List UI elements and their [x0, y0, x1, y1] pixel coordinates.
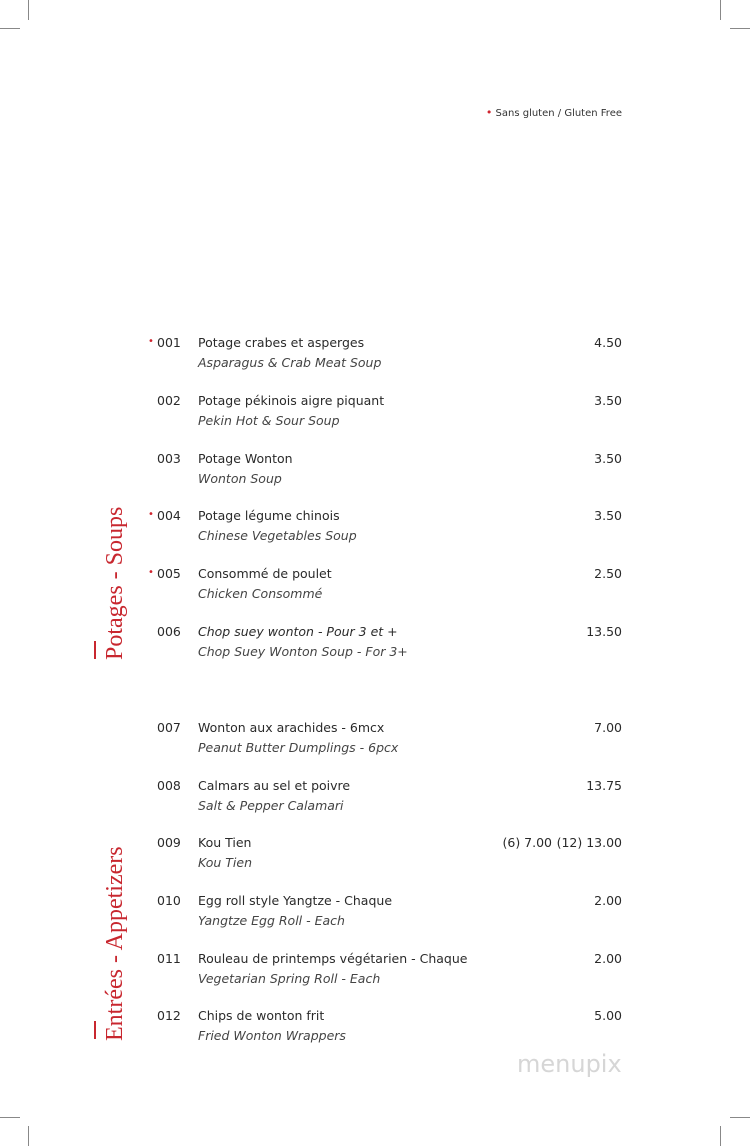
- menu-item: [0, 951, 750, 991]
- item-name-en: Peanut Butter Dumplings - 6pcx: [198, 740, 399, 755]
- item-code: 001: [157, 335, 181, 350]
- item-price: 7.00: [594, 720, 622, 735]
- item-code: 002: [157, 393, 181, 408]
- gluten-free-dot-icon: •: [148, 567, 154, 578]
- crop-mark: [0, 1117, 20, 1118]
- item-name-fr: Wonton aux arachides - 6mcx: [198, 720, 385, 735]
- item-code: 006: [157, 624, 181, 639]
- item-code: 010: [157, 893, 181, 908]
- item-code: 003: [157, 451, 181, 466]
- crop-mark: [28, 0, 29, 20]
- menu-item: [0, 720, 750, 760]
- crop-mark: [28, 1126, 29, 1146]
- item-name-en: Kou Tien: [198, 855, 253, 870]
- item-code: 012: [157, 1008, 181, 1023]
- gluten-free-dot-icon: •: [485, 106, 493, 119]
- item-price: 13.50: [586, 624, 622, 639]
- crop-mark: [0, 28, 20, 29]
- menu-item: [0, 393, 750, 433]
- item-name-en: Pekin Hot & Sour Soup: [198, 413, 340, 428]
- item-name-en: Asparagus & Crab Meat Soup: [198, 355, 382, 370]
- item-price: 5.00: [594, 1008, 622, 1023]
- item-price: 3.50: [594, 393, 622, 408]
- menu-item: [0, 893, 750, 933]
- item-name-fr: Egg roll style Yangtze - Chaque: [198, 893, 393, 908]
- item-code: 009: [157, 835, 181, 850]
- item-price-large: (12) 13.00: [556, 835, 622, 850]
- menu-item: [0, 1008, 750, 1048]
- item-price: 2.50: [594, 566, 622, 581]
- item-name-fr: Potage légume chinois: [198, 508, 340, 523]
- item-name-fr: Potage crabes et asperges: [198, 335, 365, 350]
- menu-item: [0, 624, 750, 664]
- item-price: 2.00: [594, 951, 622, 966]
- item-name-en: Yangtze Egg Roll - Each: [198, 913, 345, 928]
- menu-item: [0, 451, 750, 491]
- item-price: 3.50: [594, 451, 622, 466]
- item-name-fr: Calmars au sel et poivre: [198, 778, 351, 793]
- item-name-en: Chop Suey Wonton Soup - For 3+: [198, 644, 408, 659]
- item-price-small: (6) 7.00: [502, 835, 552, 850]
- item-name-fr: Consommé de poulet: [198, 566, 332, 581]
- gluten-free-legend: [486, 106, 622, 119]
- section-title-appetizers: Entrées - Appetizers: [102, 846, 128, 1041]
- legend-text: Sans gluten / Gluten Free: [495, 108, 622, 119]
- item-name-fr: Potage Wonton: [198, 451, 293, 466]
- crop-mark: [730, 1117, 750, 1118]
- crop-mark: [720, 0, 721, 20]
- item-name-fr: Chips de wonton frit: [198, 1008, 325, 1023]
- item-name-en: Fried Wonton Wrappers: [198, 1028, 346, 1043]
- item-name-en: Vegetarian Spring Roll - Each: [198, 971, 381, 986]
- section-title-soups: Potages - Soups: [102, 506, 128, 660]
- crop-mark: [720, 1126, 721, 1146]
- item-price: 4.50: [594, 335, 622, 350]
- item-name-fr: Chop suey wonton - Pour 3 et +: [198, 624, 398, 639]
- menu-item: [0, 778, 750, 818]
- item-price: 2.00: [594, 893, 622, 908]
- menu-item: [0, 835, 750, 875]
- menu-item: [0, 566, 750, 606]
- item-price: 3.50: [594, 508, 622, 523]
- item-name-fr: Kou Tien: [198, 835, 252, 850]
- item-code: 011: [157, 951, 181, 966]
- item-code: 004: [157, 508, 181, 523]
- menu-item: [0, 335, 750, 375]
- item-name-fr: Potage pékinois aigre piquant: [198, 393, 385, 408]
- item-name-en: Salt & Pepper Calamari: [198, 798, 344, 813]
- item-name-fr: Rouleau de printemps végétarien - Chaque: [198, 951, 468, 966]
- gluten-free-dot-icon: •: [148, 336, 154, 347]
- item-code: 008: [157, 778, 181, 793]
- item-code: 007: [157, 720, 181, 735]
- menu-item: [0, 508, 750, 548]
- item-price: 13.75: [586, 778, 622, 793]
- crop-mark: [730, 28, 750, 29]
- gluten-free-dot-icon: •: [148, 509, 154, 520]
- watermark-logo: menupix: [517, 1050, 622, 1078]
- item-name-en: Chinese Vegetables Soup: [198, 528, 357, 543]
- item-name-en: Chicken Consommé: [198, 586, 323, 601]
- item-name-en: Wonton Soup: [198, 471, 282, 486]
- item-code: 005: [157, 566, 181, 581]
